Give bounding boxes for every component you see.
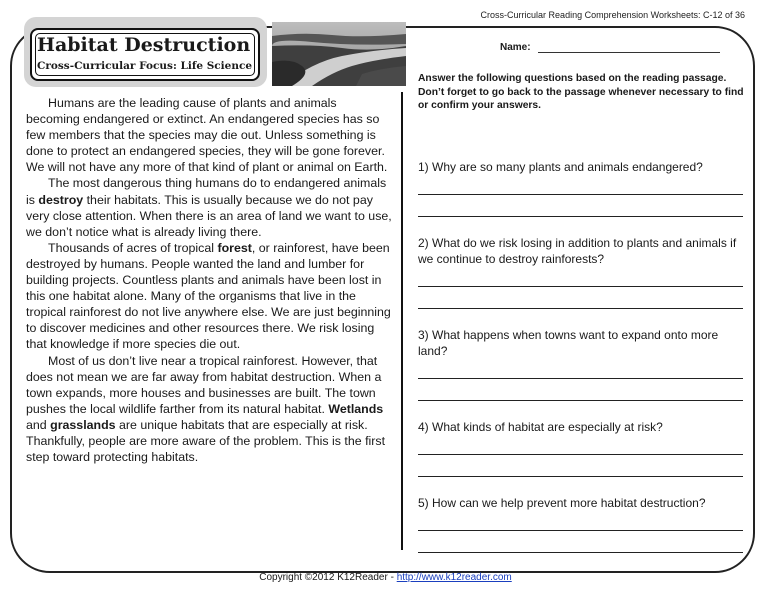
question-5: 5) How can we help prevent more habitat destruction? <box>418 496 706 510</box>
vocab-forest: forest <box>217 240 252 255</box>
column-divider <box>401 92 403 550</box>
question-2: 2) What do we risk losing in addition to plants and animals if we continue to destroy rainforests? <box>418 236 737 266</box>
k12reader-link[interactable]: http://www.k12reader.com <box>396 572 512 583</box>
question-1: 1) Why are so many plants and animals endangered? <box>418 160 703 174</box>
page-subtitle: Cross-Curricular Focus: Life Science <box>37 60 253 72</box>
question-3: 3) What happens when towns want to expand onto more land? <box>418 328 719 358</box>
answer-line-1a[interactable] <box>418 194 743 195</box>
answer-line-3b[interactable] <box>418 400 743 401</box>
name-label: Name: <box>500 42 531 53</box>
instructions: Answer the following questions based on the reading passage. Don’t forget to go back to the passage whenever necessary to find or confirm your answers. <box>418 73 744 111</box>
answer-line-5b[interactable] <box>418 552 743 553</box>
vocab-destroy: destroy <box>38 192 84 207</box>
reading-passage <box>26 95 392 465</box>
passage-paragraph-4: Most of us don’t live near a tropical rainforest. However, that does not mean we are far away from habitat destruction. When a town expands, more houses and businesses are built. The town pushes the local wildlife farther from its natural habitat. Wetlands and grasslands are unique habitats that are especially at risk. Thankfully, people are more aware of the problem. This is the first step toward protecting habitats. <box>26 353 386 465</box>
page-title: Habitat Destruction <box>37 34 251 56</box>
answer-line-4a[interactable] <box>418 454 743 455</box>
answer-line-1b[interactable] <box>418 216 743 217</box>
title-box <box>30 28 260 81</box>
vocab-wetlands: Wetlands <box>328 401 384 416</box>
answer-line-2b[interactable] <box>418 308 743 309</box>
answer-line-5a[interactable] <box>418 530 743 531</box>
passage-paragraph-3: Thousands of acres of tropical forest, or rainforest, have been destroyed by humans. People wanted the land and lumber for building projects. Countless plants and animals have been lost in this one habitat alone. Many of the organisms that live in the tropical rainforest do not live anywhere else. We are just beginning to discover medicines and other resources there. We risk losing that knowledge if more species die out. <box>26 240 391 352</box>
habitat-photo <box>272 22 406 86</box>
name-input-line[interactable] <box>538 52 720 53</box>
passage-paragraph-2: The most dangerous thing humans do to endangered animals is destroy their habitats. This is usually because we do not pay very close attention. When there is an area of land we want to use, we don’t notice what is already living there. <box>26 176 392 239</box>
vocab-grasslands: grasslands <box>50 417 116 432</box>
copyright-text: Copyright ©2012 K12Reader - <box>259 572 397 583</box>
passage-paragraph-1: Humans are the leading cause of plants and animals becoming endangered or extinct. An endangered species has so few members that the species may die out. Unless something is done to protect an endangered species, they will be gone forever. We will not have any more of that kind of plant or animal on Earth. <box>26 96 388 175</box>
worksheet-reference: Cross-Curricular Reading Comprehension Worksheets: C-12 of 36 <box>480 10 745 20</box>
question-4: 4) What kinds of habitat are especially at risk? <box>418 420 663 434</box>
answer-line-2a[interactable] <box>418 286 743 287</box>
footer <box>0 572 771 583</box>
river-landscape-image <box>272 22 406 86</box>
answer-line-4b[interactable] <box>418 476 743 477</box>
answer-line-3a[interactable] <box>418 378 743 379</box>
